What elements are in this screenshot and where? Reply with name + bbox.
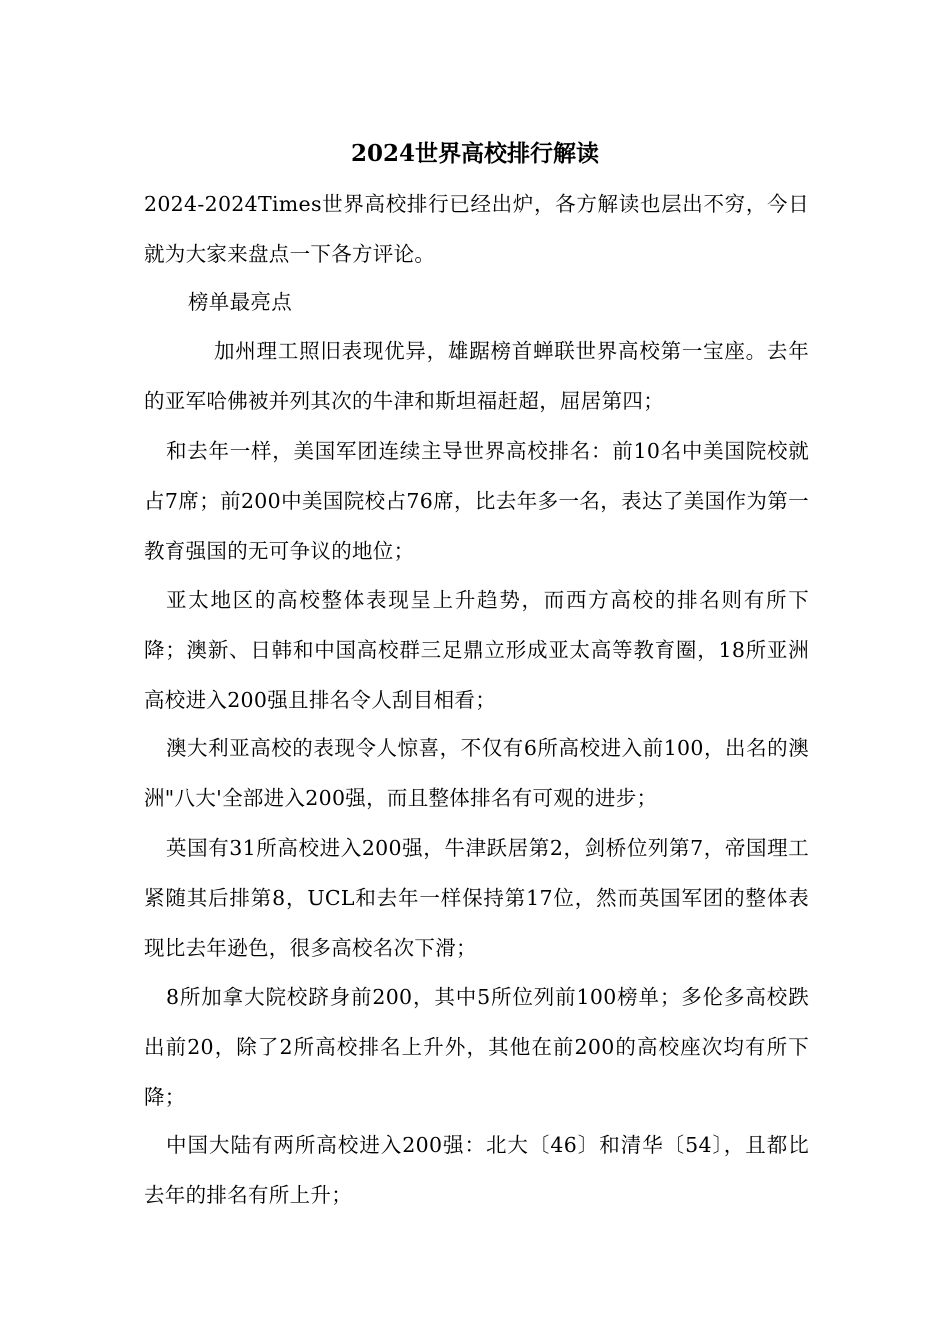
document-title: 2024世界高校排行解读 [350,140,599,167]
paragraph-china: 中国大陆有两所高校进入200强：北大〔46〕和清华〔54〕，且都比去年的排名有所上升； [144,1133,809,1207]
paragraph-asia-pacific: 亚太地区的高校整体表现呈上升趋势，而西方高校的排名则有所下降；澳新、日韩和中国高校群三足鼎立形成亚太高等教育圈，18所亚洲高校进入200强且排名令人刮目相看； [144,588,809,712]
paragraph-caltech: 加州理工照旧表现优异，雄踞榜首蝉联世界高校第一宝座。去年的亚军哈佛被并列其次的牛津和斯坦福赶超，屈居第四； [144,339,809,413]
intro-paragraph: 2024-2024Times世界高校排行已经出炉，各方解读也层出不穷，今日就为大家来盘点一下各方评论。 [144,192,809,266]
section-heading: 榜单最亮点 [188,290,292,314]
paragraph-australia: 澳大利亚高校的表现令人惊喜，不仅有6所高校进入前100，出名的澳洲"八大'全部进入200强，而且整体排名有可观的进步； [144,736,809,810]
paragraph-uk: 英国有31所高校进入200强，牛津跃居第2，剑桥位列第7，帝国理工紧随其后排第8，UCL和去年一样保持第17位，然而英国军团的整体表现比去年逊色，很多高校名次下滑； [144,836,809,960]
paragraph-canada: 8所加拿大院校跻身前200，其中5所位列前100榜单；多伦多高校跌出前20，除了2所高校排名上升外，其他在前200的高校座次均有所下降； [144,985,809,1109]
paragraph-usa: 和去年一样，美国军团连续主导世界高校排名：前10名中美国院校就占7席；前200中美国院校占76席，比去年多一名，表达了美国作为第一教育强国的无可争议的地位； [144,439,809,563]
